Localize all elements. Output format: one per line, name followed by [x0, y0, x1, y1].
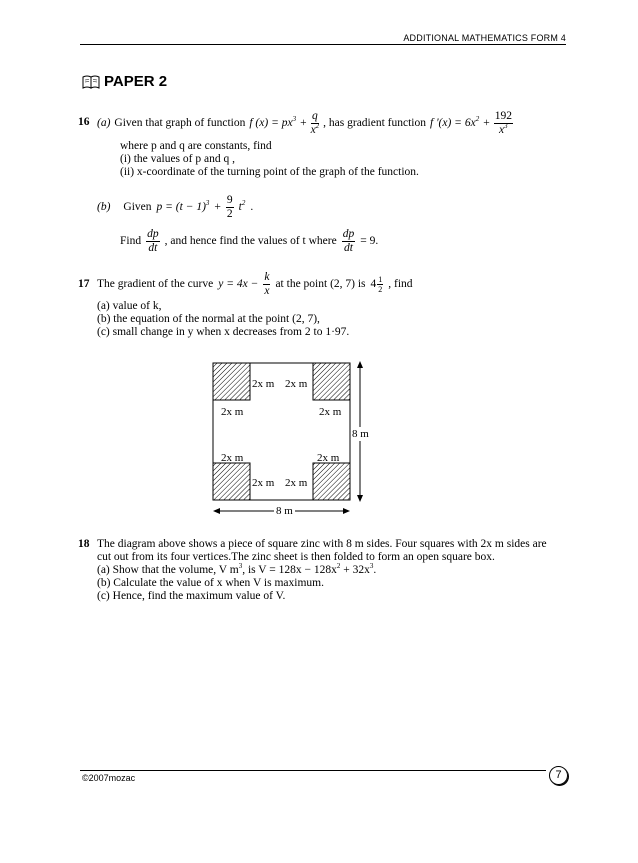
book-icon: [82, 74, 100, 90]
q18-b: (b) Calculate the value of x when V is maximum.: [97, 577, 324, 589]
q17-b: (b) the equation of the normal at the point (2, 7),: [97, 313, 320, 325]
page-number: 7: [549, 766, 568, 785]
corner-square-top-left: [213, 363, 250, 400]
label-top-right-horizontal: 2x m: [285, 378, 308, 390]
q16-a-fpx: f '(x) = 6x: [430, 117, 476, 129]
q17-gradient: 4 $\frac{1}{2}$: [370, 274, 383, 294]
q16-a-text2: , has gradient function: [323, 117, 427, 129]
label-top-right-vertical: 2x m: [319, 406, 342, 418]
label-bottom-right-vertical: 2x m: [317, 452, 340, 464]
q16-a-line: (a) Given that graph of function f $(x) = px^3$ + $\frac{q}{x^2}$ , has gradient function f '$(x) = 6x^2$ + $\frac{192}{x^3}$: [97, 109, 512, 136]
corner-square-top-right: [313, 363, 350, 400]
q17-k-fraction: $\frac{k}{x}$: [264, 270, 270, 297]
q16-a-where: where p and q are constants, find: [120, 140, 272, 152]
q16-a-fraction: $\frac{q}{x^2}$: [310, 109, 320, 136]
q16-a-ii: (ii) x-coordinate of the turning point of the graph of the function.: [120, 166, 419, 178]
q16-b-p: p = (t − 1): [156, 201, 206, 213]
header-rule: [80, 44, 566, 45]
q17-c: (c) small change in y when x decreases from 2 to 1·97.: [97, 326, 350, 338]
side-bottom-label: 8 m: [276, 505, 293, 517]
q17-intro: The gradient of the curve y = 4x − $\frac{k}{x}$ at the point (2, 7) is 4 $\frac{1}{2}$ , find: [97, 270, 413, 297]
q18-c: (c) Hence, find the maximum value of V.: [97, 590, 286, 602]
q16-a-i: (i) the values of p and q ,: [120, 153, 235, 165]
q17-number: 17: [78, 278, 90, 290]
label-bottom-left-horizontal: 2x m: [252, 477, 275, 489]
q16-a-label: (a): [97, 117, 111, 129]
header-title: ADDITIONAL MATHEMATICS FORM 4: [403, 33, 566, 43]
q16-b-fraction: $\frac{9}{2}$: [226, 193, 233, 220]
side-right-label: 8 m: [352, 428, 369, 440]
label-top-left-horizontal: 2x m: [252, 378, 275, 390]
label-top-left-vertical: 2x m: [221, 406, 244, 418]
q18-a: (a) Show that the volume, V $m^3$, is $V = 128x - 128x^2 + 32x^3$.: [97, 562, 377, 576]
q16-b-find: Find $\frac{dp}{dt}$ , and hence find the values of t where $\frac{dp}{dt}$ = 9.: [120, 227, 379, 254]
q16-a-text1: Given that graph of function: [114, 117, 246, 129]
footer-copyright: ©2007mozac: [82, 773, 136, 783]
section-title: PAPER 2: [104, 73, 168, 90]
q16-b-derivative2: $\frac{dp}{dt}$: [342, 227, 355, 254]
q18-line1: The diagram above shows a piece of square zinc with 8 m sides. Four squares with 2x m sides are: [97, 538, 547, 550]
q16-a-fraction2: $\frac{192}{x^3}$: [494, 109, 512, 136]
corner-square-bottom-right: [313, 463, 350, 500]
q16-b-line: (b) Given $p = (t - 1)^3$ + $\frac{9}{2}$ $t^2$ .: [97, 193, 254, 220]
label-bottom-left-vertical: 2x m: [221, 452, 244, 464]
q16-a-fx: f (x) = px: [249, 117, 293, 129]
corner-square-bottom-left: [213, 463, 250, 500]
q16-b-derivative: $\frac{dp}{dt}$: [147, 227, 159, 254]
q18-number: 18: [78, 538, 90, 550]
label-bottom-right-horizontal: 2x m: [285, 477, 308, 489]
footer-rule: [80, 770, 546, 771]
q18-line2: cut out from its four vertices.The zinc sheet is then folded to form an open square box.: [97, 551, 495, 563]
q16-number: 16: [78, 116, 90, 128]
q17-a: (a) value of k,: [97, 300, 162, 312]
q16-b-label: (b): [97, 201, 111, 213]
